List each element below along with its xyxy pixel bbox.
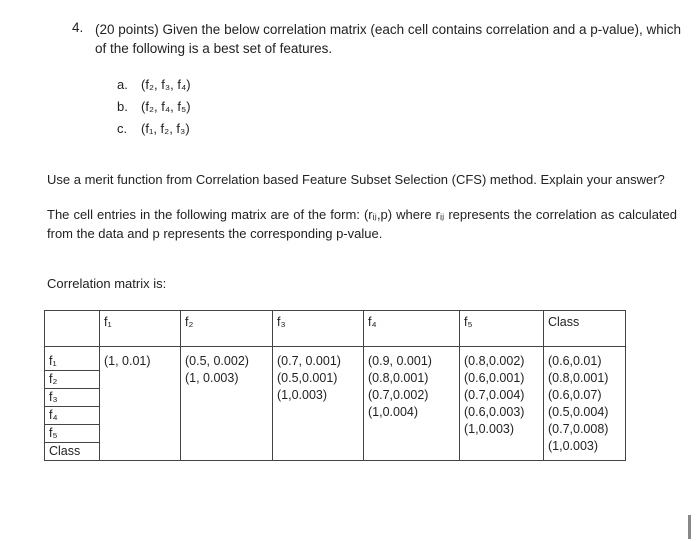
table-header-row (45, 311, 626, 347)
matrix-value: (0.6,0.07) (548, 388, 602, 402)
header-cell: f₅ (460, 311, 544, 347)
matrix-value: (0.5,0.004) (548, 405, 609, 419)
option-text: (f₁, f₂, f₃) (141, 121, 190, 136)
option-text: (f₂, f₃, f₄) (141, 77, 191, 92)
row-label: f₃ (45, 389, 99, 407)
matrix-value: (0.8,0.001) (548, 371, 609, 385)
matrix-value: (1, 0.01) (104, 354, 151, 368)
matrix-value: (1,0.003) (277, 388, 328, 402)
matrix-value: (0.5,0.001) (277, 371, 338, 385)
question-text: (20 points) Given the below correlation matrix (each cell contains correlation and a p-value), which of the following is a best set of features. (95, 22, 682, 56)
question-number: 4. (72, 20, 84, 35)
header-cell (45, 311, 100, 347)
matrix-value: (0.6,0.01) (548, 354, 602, 368)
matrix-value: (0.7,0.002) (368, 388, 429, 402)
header-cell: f₃ (273, 311, 364, 347)
column-f5-cell (460, 347, 544, 461)
column-class-cell (544, 347, 626, 461)
column-f3-cell (273, 347, 364, 461)
row-label: f₄ (45, 407, 99, 425)
option-c (117, 118, 191, 140)
option-text: (f₂, f₄, f₅) (141, 99, 191, 114)
option-letter: b. (117, 99, 128, 114)
option-a (117, 74, 191, 96)
row-label: Class (49, 444, 81, 458)
column-f4-cell (364, 347, 460, 461)
option-b (117, 96, 191, 118)
matrix-value: (1,0.003) (548, 439, 599, 453)
matrix-value: (0.8,0.002) (464, 354, 525, 368)
matrix-value: (0.7, 0.001) (277, 354, 341, 368)
matrix-value: (0.7,0.008) (548, 422, 609, 436)
header-cell: f₂ (181, 311, 273, 347)
column-f1-cell (100, 347, 181, 461)
instruction-text: Use a merit function from Correlation based Feature Subset Selection (CFS) method. Explain your answer? (47, 172, 665, 187)
matrix-value: (1,0.004) (368, 405, 419, 419)
row-label: f₂ (45, 371, 99, 389)
row-label: f₅ (45, 425, 99, 443)
option-letter: a. (117, 77, 128, 92)
explanation-text: The cell entries in the following matrix are of the form: (rᵢⱼ,p) where rᵢⱼ represents the correlation as calculated from the data and p represents the corresponding p-value. (47, 207, 677, 241)
matrix-value: (1,0.003) (464, 422, 515, 436)
matrix-value: (0.6,0.003) (464, 405, 525, 419)
table-body-row (45, 347, 626, 461)
correlation-matrix-table (44, 310, 626, 461)
column-f2-cell (181, 347, 273, 461)
matrix-value: (1, 0.003) (185, 371, 239, 385)
matrix-value: (0.5, 0.002) (185, 354, 249, 368)
matrix-value: (0.8,0.001) (368, 371, 429, 385)
scrollbar-thumb[interactable] (688, 515, 691, 539)
row-label: f₁ (45, 353, 99, 371)
matrix-value: (0.6,0.001) (464, 371, 525, 385)
answer-options (117, 74, 191, 140)
row-labels-cell (45, 347, 100, 461)
header-cell: f₄ (364, 311, 460, 347)
header-cell: f₁ (100, 311, 181, 347)
matrix-value: (0.7,0.004) (464, 388, 525, 402)
header-cell: Class (544, 311, 626, 347)
matrix-value: (0.9, 0.001) (368, 354, 432, 368)
matrix-label: Correlation matrix is: (47, 276, 167, 291)
option-letter: c. (117, 121, 128, 136)
